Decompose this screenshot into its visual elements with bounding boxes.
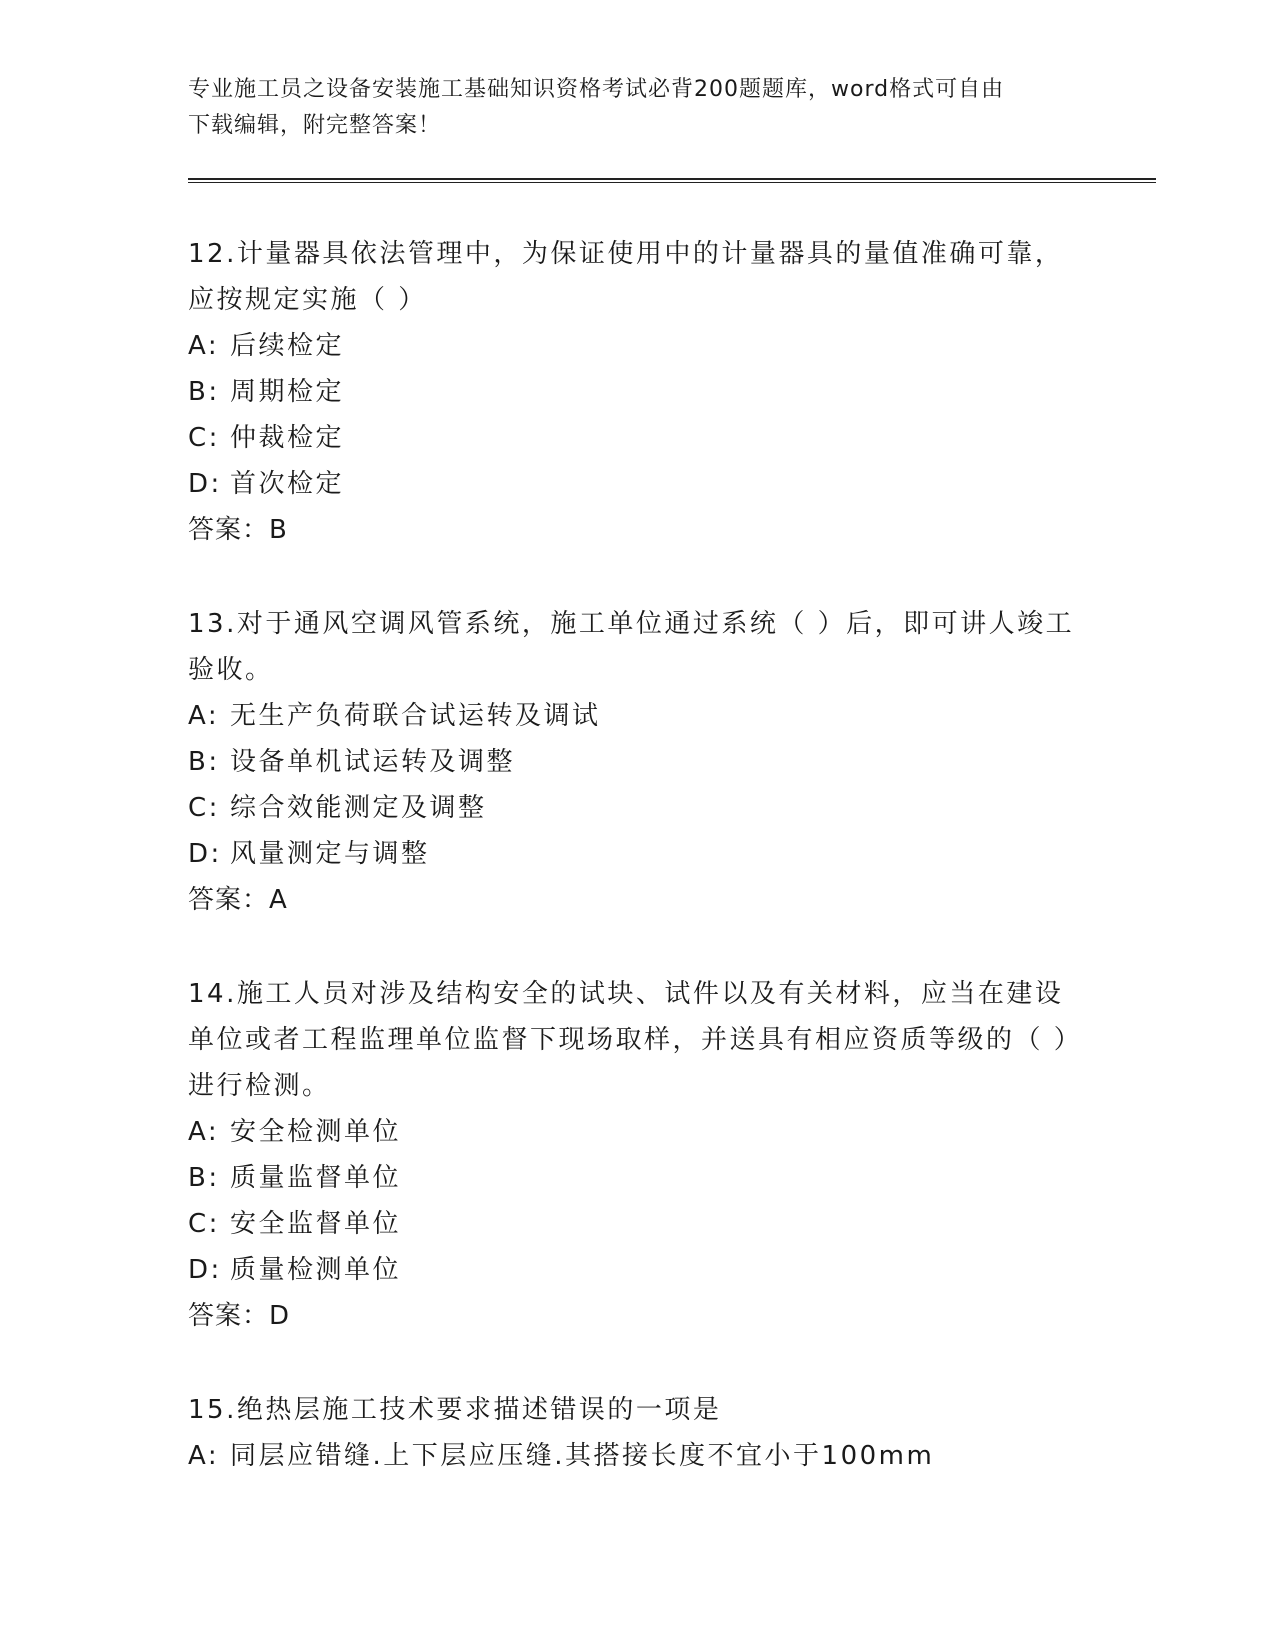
- question-12: [188, 231, 1088, 553]
- option-text: 质量监督单位: [230, 1163, 402, 1193]
- header-divider: [188, 178, 1156, 183]
- option-c: [188, 415, 1088, 461]
- option-key: A:: [188, 1117, 220, 1147]
- option-key: B:: [188, 747, 220, 777]
- option-text: 无生产负荷联合试运转及调试: [230, 701, 601, 731]
- option-a: [188, 1433, 1088, 1479]
- question-list: [188, 231, 1088, 1527]
- option-text: 首次检定: [230, 469, 345, 499]
- option-key: C:: [188, 793, 220, 823]
- header-line-2: 下载编辑，附完整答案！: [188, 113, 442, 138]
- question-stem: 12.计量器具依法管理中，为保证使用中的计量器具的量值准确可靠，应按规定实施（ ）: [188, 239, 1064, 315]
- option-d: [188, 461, 1088, 507]
- question-stem: 14.施工人员对涉及结构安全的试块、试件以及有关材料，应当在建设单位或者工程监理单位监督下现场取样，并送具有相应资质等级的（ ）进行检测。: [188, 979, 1083, 1101]
- question-stem: 15.绝热层施工技术要求描述错误的一项是: [188, 1395, 722, 1425]
- option-text: 后续检定: [230, 331, 345, 361]
- option-key: D:: [188, 839, 222, 869]
- option-key: A:: [188, 701, 220, 731]
- option-text: 质量检测单位: [230, 1255, 402, 1285]
- option-text: 仲裁检定: [230, 423, 345, 453]
- option-a: [188, 1109, 1088, 1155]
- option-key: D:: [188, 1255, 222, 1285]
- option-text: 综合效能测定及调整: [230, 793, 487, 823]
- option-key: A:: [188, 1441, 220, 1471]
- option-text: 风量测定与调整: [230, 839, 430, 869]
- option-c: [188, 785, 1088, 831]
- answer-line: 答案：D: [188, 1301, 291, 1331]
- option-text: 设备单机试运转及调整: [230, 747, 516, 777]
- option-b: [188, 1155, 1088, 1201]
- option-text: 周期检定: [230, 377, 345, 407]
- option-text: 安全监督单位: [230, 1209, 402, 1239]
- header-line-1: 专业施工员之设备安装施工基础知识资格考试必背200题题库，word格式可自由: [188, 77, 1005, 102]
- option-key: C:: [188, 1209, 220, 1239]
- option-a: [188, 693, 1088, 739]
- document-header: [188, 72, 1088, 144]
- option-b: [188, 369, 1088, 415]
- option-d: [188, 1247, 1088, 1293]
- option-c: [188, 1201, 1088, 1247]
- answer-line: 答案：B: [188, 515, 288, 545]
- question-13: [188, 601, 1088, 923]
- option-key: A:: [188, 331, 220, 361]
- option-key: B:: [188, 377, 220, 407]
- question-14: [188, 971, 1088, 1339]
- answer-line: 答案：A: [188, 885, 288, 915]
- question-stem: 13.对于通风空调风管系统，施工单位通过系统（ ）后，即可讲人竣工验收。: [188, 609, 1075, 685]
- option-key: C:: [188, 423, 220, 453]
- option-text: 同层应错缝.上下层应压缝.其搭接长度不宜小于100mm: [230, 1441, 935, 1471]
- option-b: [188, 739, 1088, 785]
- option-a: [188, 323, 1088, 369]
- option-key: B:: [188, 1163, 220, 1193]
- question-15: [188, 1387, 1088, 1479]
- option-text: 安全检测单位: [230, 1117, 402, 1147]
- option-key: D:: [188, 469, 222, 499]
- option-d: [188, 831, 1088, 877]
